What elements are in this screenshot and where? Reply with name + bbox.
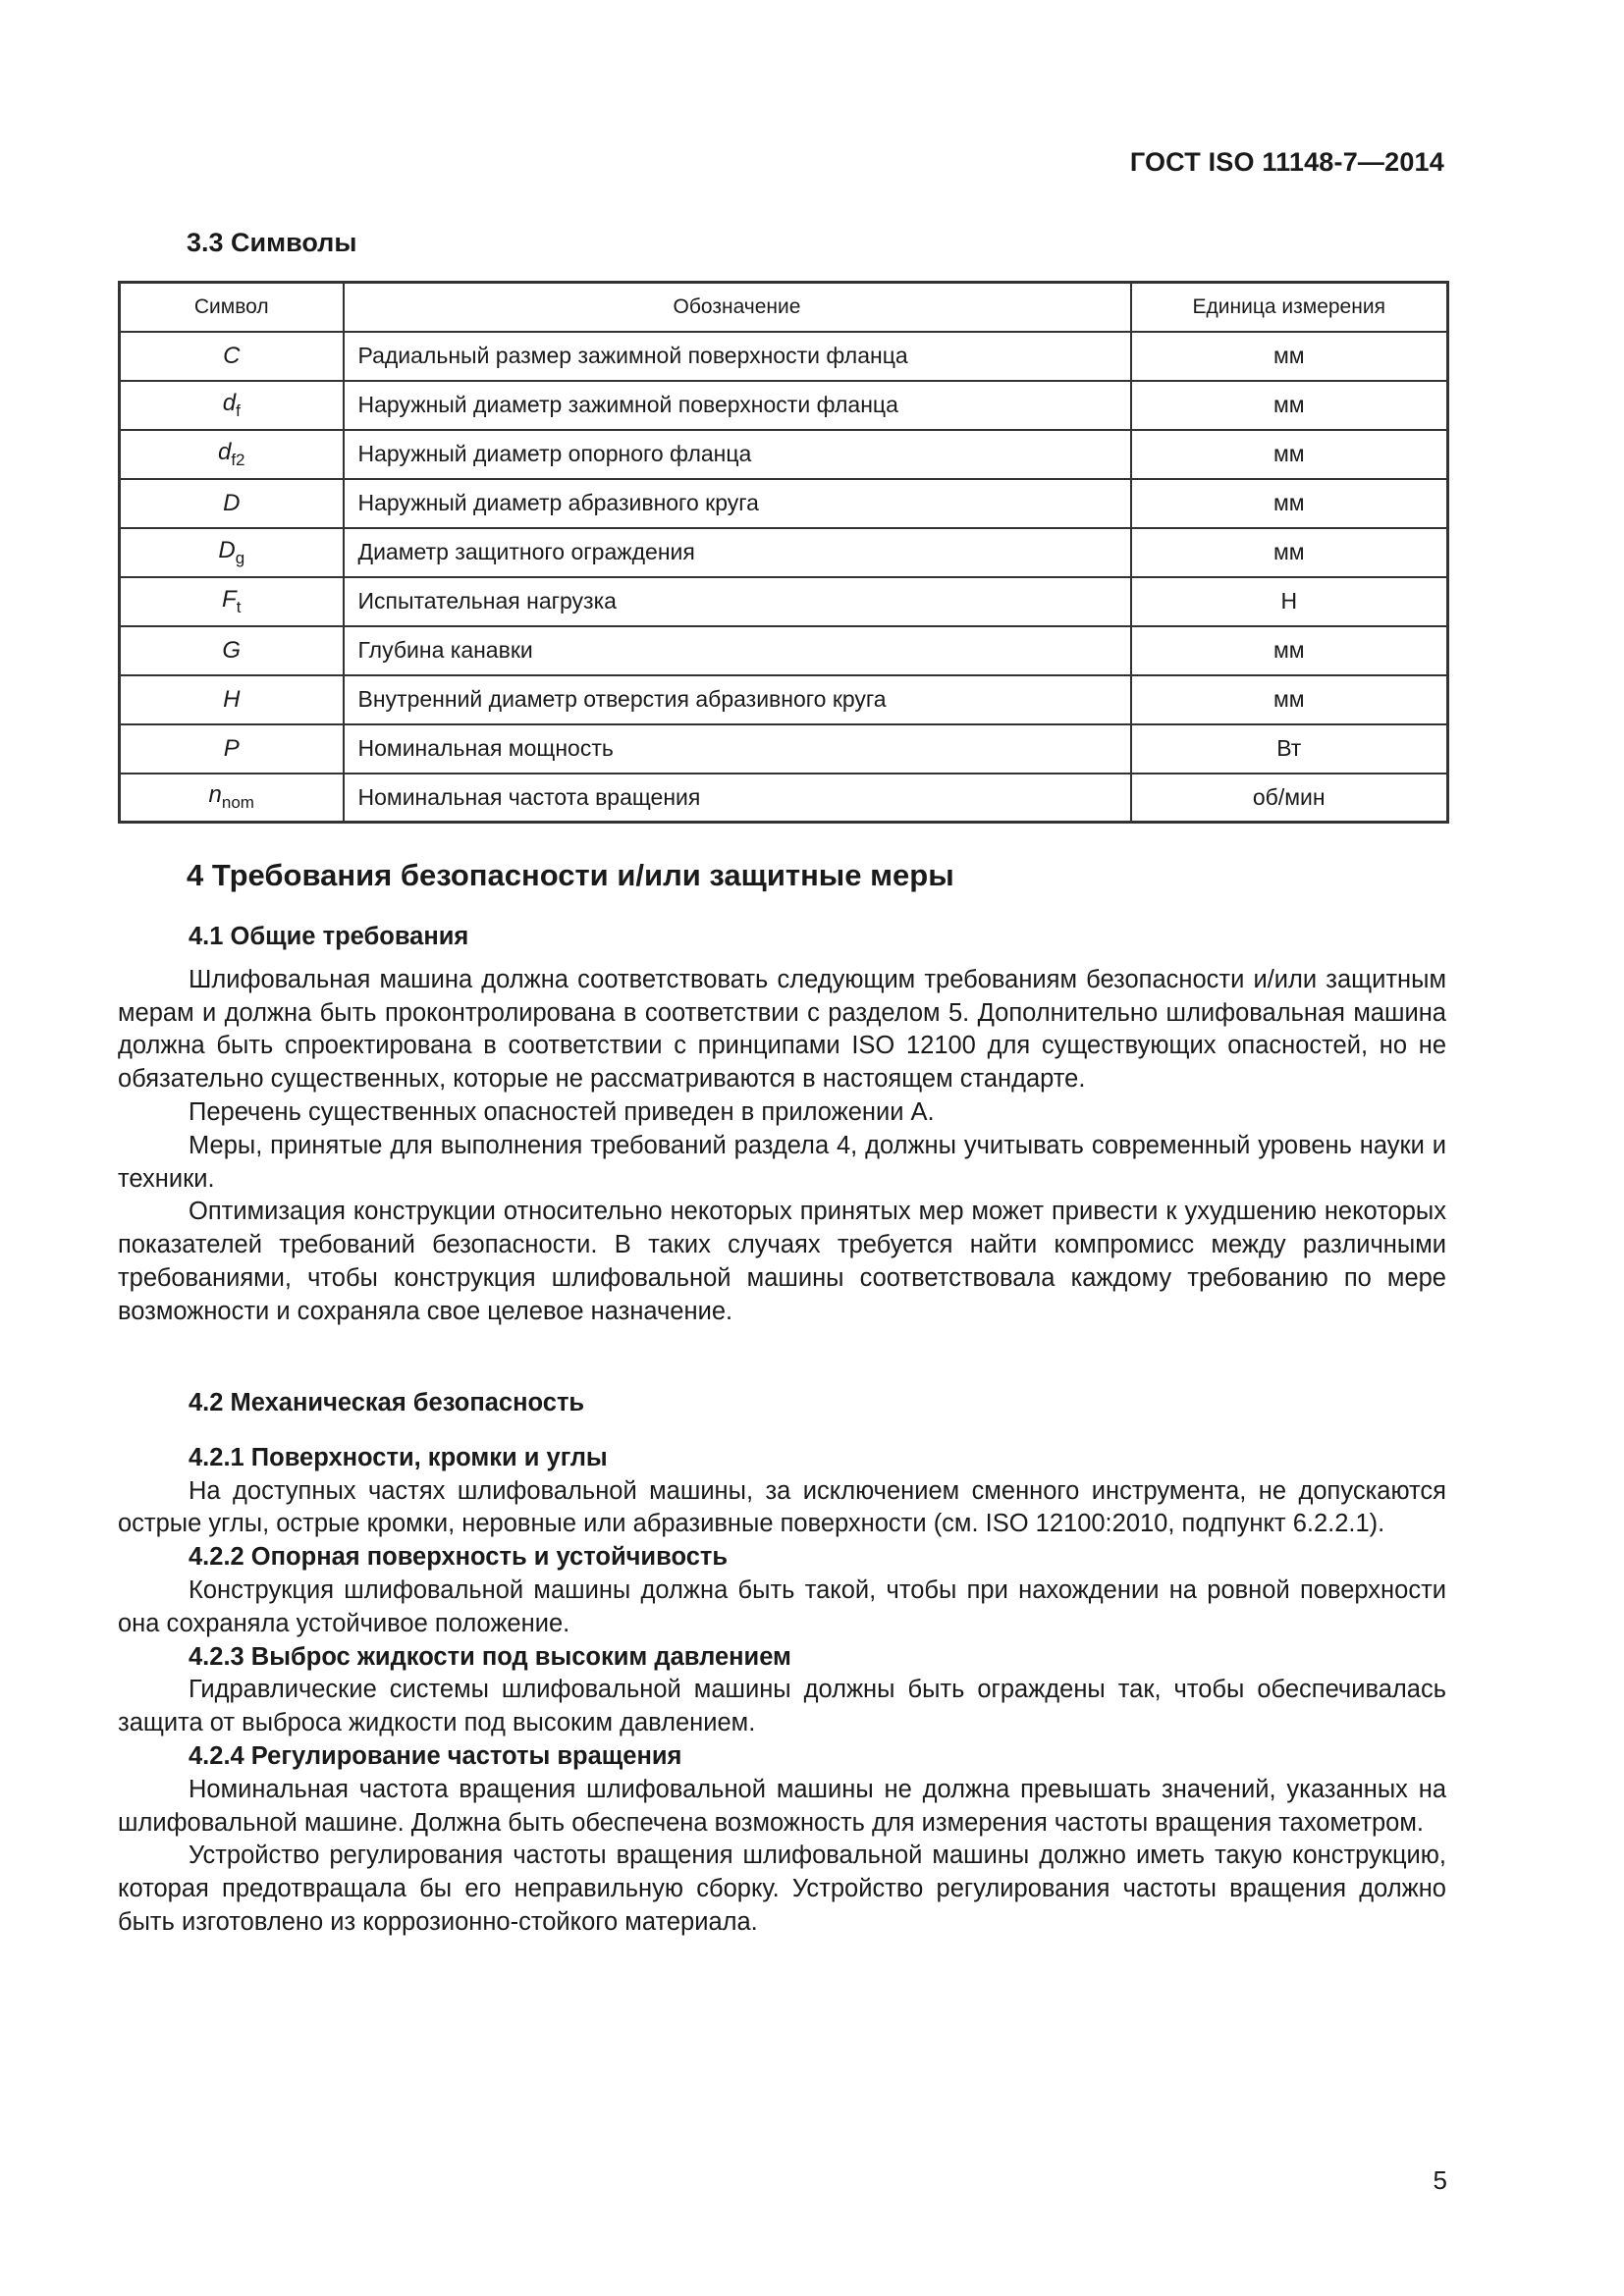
table-row bbox=[120, 479, 1448, 528]
symbol-subscript: g bbox=[235, 548, 245, 567]
section-4-2-3-title: 4.2.3 Выброс жидкости под высоким давлением bbox=[189, 1642, 791, 1671]
paragraph: Номинальная частота вращения шлифовальной машины не должна превышать значений, указанных на шлифовальной машине. Должна быть обеспечена возможность для измерения частоты вращения тахометром. bbox=[118, 1775, 1446, 1837]
section-4-2-1-title: 4.2.1 Поверхности, кромки и углы bbox=[189, 1443, 608, 1471]
unit-cell: мм bbox=[1131, 528, 1448, 577]
symbol-letter: d bbox=[217, 438, 232, 465]
table-row bbox=[120, 577, 1448, 626]
paragraph: Оптимизация конструкции относительно некоторых принятых мер может привести к ухудшению некоторых показателей требований безопасности. В таких случаях требуется найти компромисс между различными требованиями, чтобы конструкция шлифовальной машины соответствовала каждому требованию по мере возможности и сохраняла свое целевое назначение. bbox=[118, 1198, 1446, 1325]
symbol-subscript: f2 bbox=[231, 450, 245, 469]
designation-cell: Внутренний диаметр отверстия абразивного круга bbox=[344, 675, 1131, 724]
symbol-letter: C bbox=[223, 342, 241, 369]
table-row bbox=[120, 626, 1448, 675]
paragraph: Шлифовальная машина должна соответствовать следующим требованиям безопасности и/или защитным мерам и должна быть проконтролирована в соответствии с разделом 5. Дополнительно шлифовальная машина должна быть спроектирована в соответствии с принципами ISO 12100 для существующих опасностей, но не обязательно существенных, которые не рассматриваются в настоящем стандарте. bbox=[118, 965, 1446, 1094]
designation-cell: Глубина канавки bbox=[344, 626, 1131, 675]
symbol-cell bbox=[120, 430, 344, 479]
symbol-cell bbox=[120, 332, 344, 381]
symbol-cell bbox=[120, 528, 344, 577]
symbol-subscript: f bbox=[236, 400, 241, 420]
paragraph: Гидравлические системы шлифовальной машины должны быть ограждены так, чтобы обеспечивалась защита от выброса жидкости под высоким давлением. bbox=[118, 1676, 1446, 1737]
symbol-cell bbox=[120, 626, 344, 675]
unit-cell: мм bbox=[1131, 332, 1448, 381]
table-row bbox=[120, 430, 1448, 479]
unit-cell: мм bbox=[1131, 430, 1448, 479]
table-row bbox=[120, 332, 1448, 381]
table-header-row bbox=[120, 283, 1448, 332]
symbols-table bbox=[118, 281, 1449, 824]
column-header-symbol: Символ bbox=[120, 283, 344, 332]
table-row bbox=[120, 381, 1448, 430]
symbol-letter: D bbox=[218, 536, 236, 563]
symbol-cell bbox=[120, 774, 344, 823]
column-header-unit: Единица измерения bbox=[1131, 283, 1448, 332]
unit-cell: Вт bbox=[1131, 724, 1448, 774]
symbol-subscript: nom bbox=[221, 793, 254, 813]
paragraph: Устройство регулирования частоты вращения шлифовальной машины должно иметь такую конструкцию, которая предотвращала бы его неправильную сборку. Устройство регулирования частоты вращения должно быть изготовлено из коррозионно-стойкого материала. bbox=[118, 1842, 1446, 1936]
symbol-letter: n bbox=[208, 781, 222, 809]
section-4-2-4-title: 4.2.4 Регулирование частоты вращения bbox=[189, 1741, 682, 1770]
symbol-cell bbox=[120, 381, 344, 430]
section-4-1-title: 4.1 Общие требования bbox=[189, 923, 469, 950]
section-4-2-title: 4.2 Механическая безопасность bbox=[189, 1389, 585, 1416]
paragraph: Перечень существенных опасностей приведен в приложении А. bbox=[189, 1097, 935, 1126]
column-header-designation: Обозначение bbox=[344, 283, 1131, 332]
section-4-title: 4 Требования безопасности и/или защитные меры bbox=[187, 858, 954, 892]
document-code: ГОСТ ISO 11148-7—2014 bbox=[1129, 147, 1444, 177]
page-number: 5 bbox=[1433, 2165, 1447, 2195]
unit-cell: мм bbox=[1131, 479, 1448, 528]
designation-cell: Номинальная частота вращения bbox=[344, 774, 1131, 823]
designation-cell: Наружный диаметр зажимной поверхности фланца bbox=[344, 381, 1131, 430]
unit-cell: мм bbox=[1131, 381, 1448, 430]
section-4-2-2-title: 4.2.2 Опорная поверхность и устойчивость bbox=[189, 1543, 729, 1572]
unit-cell: мм bbox=[1131, 675, 1448, 724]
paragraph: На доступных частях шлифовальной машины, за исключением сменного инструмента, не допускаются острые углы, острые кромки, неровные или абразивные поверхности (см. ISO 12100:2010, подпункт 6.2.2.1). bbox=[118, 1476, 1446, 1538]
table-row bbox=[120, 675, 1448, 724]
symbol-letter: d bbox=[222, 389, 237, 416]
symbol-cell bbox=[120, 675, 344, 724]
designation-cell: Номинальная мощность bbox=[344, 724, 1131, 774]
unit-cell: Н bbox=[1131, 577, 1448, 626]
paragraph: Конструкция шлифовальной машины должна быть такой, чтобы при нахождении на ровной поверхности она сохраняла устойчивое положение. bbox=[118, 1575, 1446, 1637]
unit-cell: мм bbox=[1131, 626, 1448, 675]
symbol-letter: H bbox=[223, 685, 241, 713]
table-row bbox=[120, 724, 1448, 774]
designation-cell: Диаметр защитного ограждения bbox=[344, 528, 1131, 577]
designation-cell: Наружный диаметр абразивного круга bbox=[344, 479, 1131, 528]
paragraph: Меры, принятые для выполнения требований раздела 4, должны учитывать современный уровень науки и техники. bbox=[118, 1131, 1446, 1193]
designation-cell: Испытательная нагрузка bbox=[344, 577, 1131, 626]
section-4-2 bbox=[118, 1387, 1446, 1940]
section-4-1 bbox=[118, 921, 1446, 1329]
symbol-cell bbox=[120, 724, 344, 774]
table-row bbox=[120, 774, 1448, 823]
symbol-cell bbox=[120, 577, 344, 626]
symbol-letter: D bbox=[223, 489, 241, 516]
table-row bbox=[120, 528, 1448, 577]
symbol-subscript: t bbox=[236, 597, 242, 616]
symbol-letter: P bbox=[223, 734, 240, 762]
symbols-heading: 3.3 Символы bbox=[187, 228, 357, 257]
symbol-cell bbox=[120, 479, 344, 528]
unit-cell: об/мин bbox=[1131, 774, 1448, 823]
symbols-table-body bbox=[120, 332, 1448, 823]
symbol-letter: G bbox=[222, 636, 242, 664]
symbol-letter: F bbox=[222, 585, 237, 613]
designation-cell: Наружный диаметр опорного фланца bbox=[344, 430, 1131, 479]
designation-cell: Радиальный размер зажимной поверхности фланца bbox=[344, 332, 1131, 381]
